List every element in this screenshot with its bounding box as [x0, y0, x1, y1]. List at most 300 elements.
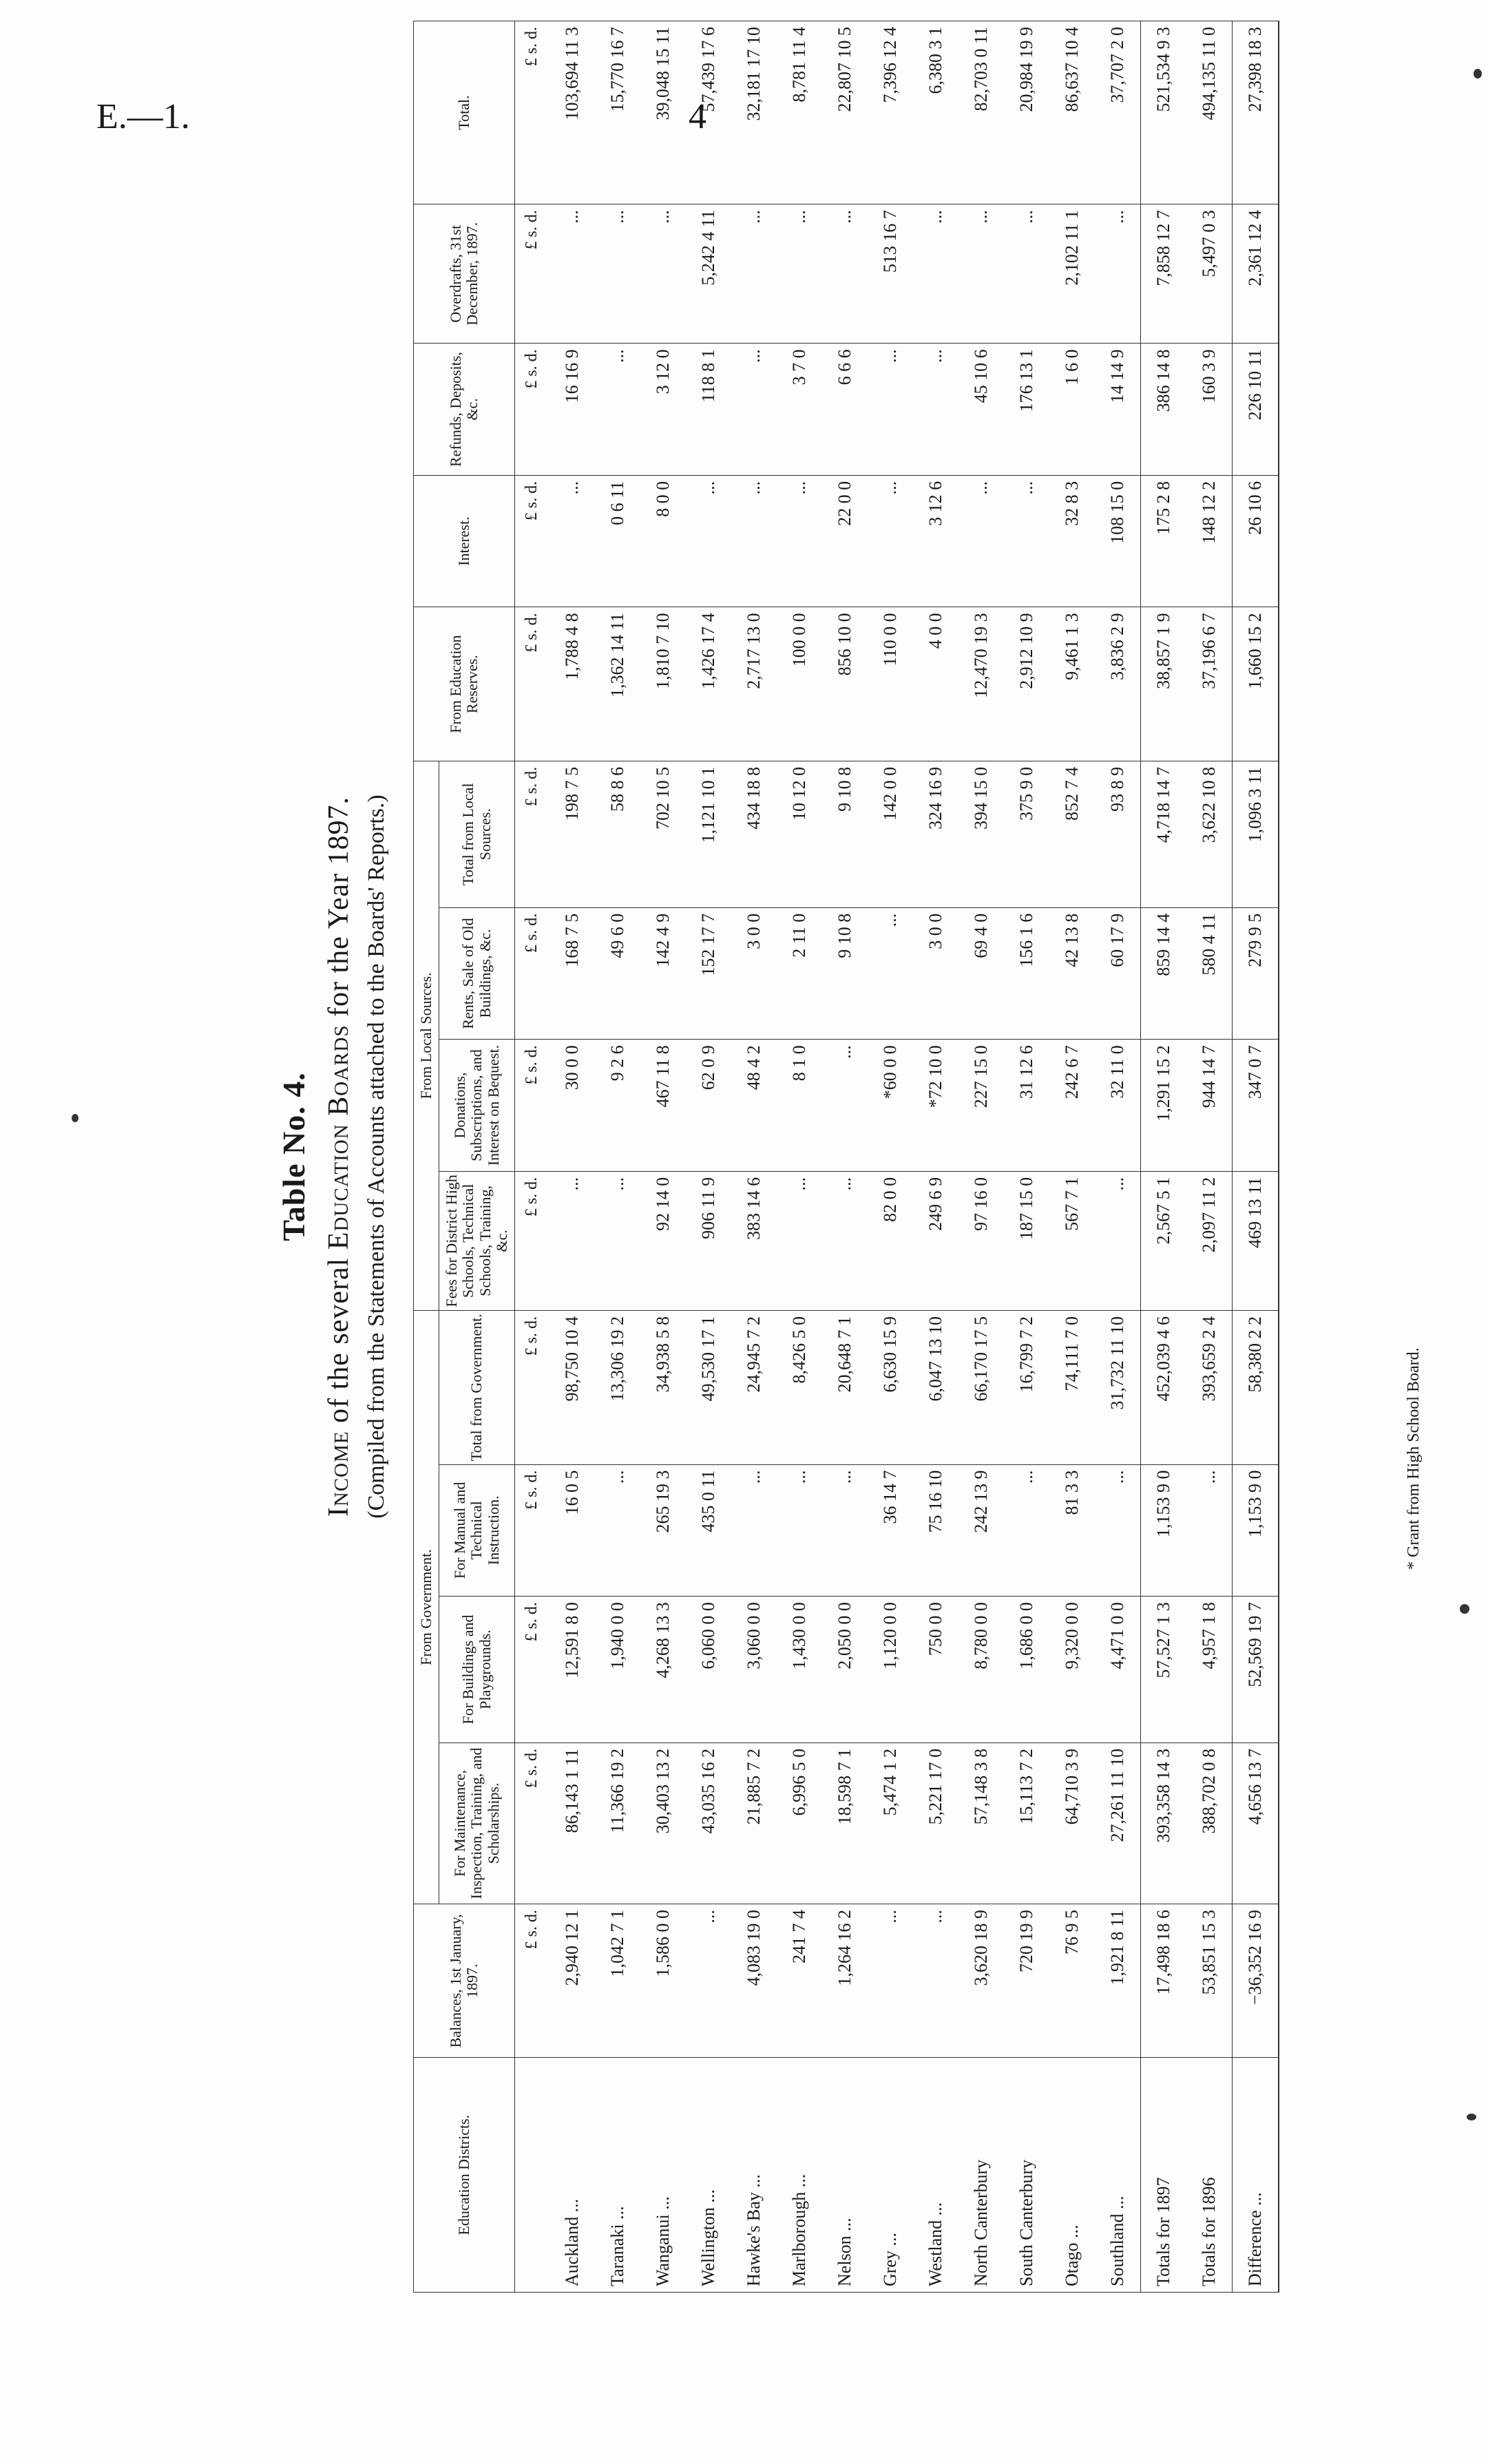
- amount-cell: 16,799 7 2: [1004, 1311, 1049, 1465]
- amount-cell: 4,268 13 3: [640, 1597, 686, 1743]
- amount-cell: 6,047 13 10: [913, 1311, 958, 1465]
- amount-cell: 30,403 13 2: [640, 1742, 686, 1904]
- amount-cell: 93 8 9: [1095, 761, 1141, 907]
- amount-cell: 521,534 9 3: [1140, 21, 1186, 204]
- units-cell: £ s. d.: [514, 907, 549, 1040]
- table-row: [822, 21, 868, 2293]
- amount-cell: 4,083 19 0: [731, 1904, 777, 2058]
- table-row: [1095, 21, 1141, 2293]
- amount-cell: 110 0 0: [868, 607, 913, 761]
- district-name: Taranaki ...: [595, 2058, 640, 2293]
- amount-cell: 26 10 6: [1232, 475, 1279, 607]
- amount-cell: 43,035 16 2: [686, 1742, 731, 1904]
- table-row: [958, 21, 1004, 2293]
- amount-cell: 9 10 8: [822, 907, 868, 1040]
- amount-cell: 5,497 0 3: [1186, 204, 1233, 344]
- amount-cell: 9 2 6: [595, 1040, 640, 1172]
- amount-cell: 152 17 7: [686, 907, 731, 1040]
- amount-cell: ...: [868, 907, 913, 1040]
- district-name: Totals for 1896: [1186, 2058, 1233, 2293]
- amount-cell: 92 14 0: [640, 1171, 686, 1310]
- amount-cell: 3 0 0: [731, 907, 777, 1040]
- amount-cell: 10 12 0: [777, 761, 822, 907]
- table-subtitle: (Compiled from the Statements of Accounts attached to the Boards' Reports.): [364, 794, 389, 1519]
- amount-cell: ...: [731, 204, 777, 344]
- amount-cell: 9 10 8: [822, 761, 868, 907]
- amount-cell: 750 0 0: [913, 1597, 958, 1743]
- amount-cell: 66,170 17 5: [958, 1311, 1004, 1465]
- amount-cell: ...: [1186, 1464, 1233, 1597]
- amount-cell: 3,620 18 9: [958, 1904, 1004, 2058]
- amount-cell: 4,471 0 0: [1095, 1597, 1141, 1743]
- table-row: [686, 21, 731, 2293]
- district-name: Marlborough ...: [777, 2058, 822, 2293]
- amount-cell: 1,430 0 0: [777, 1597, 822, 1743]
- amount-cell: 6,380 3 1: [913, 21, 958, 204]
- amount-cell: 8,426 5 0: [777, 1311, 822, 1465]
- print-speck: [1474, 69, 1482, 78]
- amount-cell: 142 0 0: [868, 761, 913, 907]
- amount-cell: 226 10 11: [1232, 344, 1279, 476]
- amount-cell: 5,474 1 2: [868, 1742, 913, 1904]
- district-name: Nelson ...: [822, 2058, 868, 2293]
- amount-cell: 1,096 3 11: [1232, 761, 1279, 907]
- amount-cell: ...: [913, 1904, 958, 2058]
- amount-cell: 42 13 8: [1049, 907, 1095, 1040]
- district-name: Otago ...: [1049, 2058, 1095, 2293]
- amount-cell: 142 4 9: [640, 907, 686, 1040]
- amount-cell: ...: [686, 475, 731, 607]
- table-row: [1140, 21, 1186, 2293]
- amount-cell: *60 0 0: [868, 1040, 913, 1172]
- footnote: * Grant from High School Board.: [1405, 1347, 1423, 1570]
- col-overdrafts: Overdrafts, 31st December, 1897.: [414, 204, 515, 344]
- amount-cell: 1,362 14 11: [595, 607, 640, 761]
- amount-cell: 347 0 7: [1232, 1040, 1279, 1172]
- units-cell: £ s. d.: [514, 344, 549, 476]
- table-row: [868, 21, 913, 2293]
- amount-cell: 227 15 0: [958, 1040, 1004, 1172]
- amount-cell: 27,398 18 3: [1232, 21, 1279, 204]
- amount-cell: 2,717 13 0: [731, 607, 777, 761]
- units-cell: £ s. d.: [514, 1311, 549, 1465]
- col-rents: Rents, Sale of Old Buildings, &c.: [439, 907, 515, 1040]
- amount-cell: 82,703 0 11: [958, 21, 1004, 204]
- district-name: Wanganui ...: [640, 2058, 686, 2293]
- amount-cell: ...: [913, 344, 958, 476]
- col-total: Total.: [414, 21, 515, 204]
- table-row: [549, 21, 595, 2293]
- district-name: North Canterbury: [958, 2058, 1004, 2293]
- amount-cell: ...: [822, 1040, 868, 1172]
- amount-cell: 4,656 13 7: [1232, 1742, 1279, 1904]
- col-fees: Fees for District High Schools, Technical Schools, Training, &c.: [439, 1171, 515, 1310]
- amount-cell: 53,851 15 3: [1186, 1904, 1233, 2058]
- units-cell: £ s. d.: [514, 204, 549, 344]
- amount-cell: 2,940 12 1: [549, 1904, 595, 2058]
- title-part-year: for the Year 1897.: [323, 796, 355, 1025]
- amount-cell: 82 0 0: [868, 1171, 913, 1310]
- amount-cell: 15,113 7 2: [1004, 1742, 1049, 1904]
- amount-cell: ...: [1095, 1171, 1141, 1310]
- amount-cell: 17,498 18 6: [1140, 1904, 1186, 2058]
- amount-cell: 148 12 2: [1186, 475, 1233, 607]
- amount-cell: ...: [777, 1171, 822, 1310]
- amount-cell: 108 15 0: [1095, 475, 1141, 607]
- col-donations: Donations, Subscriptions, and Interest on Bequest.: [439, 1040, 515, 1172]
- amount-cell: 76 9 5: [1049, 1904, 1095, 2058]
- units-cell-empty: [514, 2058, 549, 2293]
- units-cell: £ s. d.: [514, 475, 549, 607]
- amount-cell: 567 7 1: [1049, 1171, 1095, 1310]
- amount-cell: 60 17 9: [1095, 907, 1141, 1040]
- amount-cell: 3 7 0: [777, 344, 822, 476]
- units-row: [514, 21, 549, 2293]
- amount-cell: 6,996 5 0: [777, 1742, 822, 1904]
- units-cell: £ s. d.: [514, 607, 549, 761]
- units-cell: £ s. d.: [514, 1040, 549, 1172]
- amount-cell: 1,264 16 2: [822, 1904, 868, 2058]
- amount-cell: ...: [822, 1171, 868, 1310]
- units-cell: £ s. d.: [514, 1597, 549, 1743]
- amount-cell: −36,352 16 9: [1232, 1904, 1279, 2058]
- amount-cell: 69 4 0: [958, 907, 1004, 1040]
- amount-cell: 8 1 0: [777, 1040, 822, 1172]
- amount-cell: 852 7 4: [1049, 761, 1095, 907]
- amount-cell: 57,527 1 3: [1140, 1597, 1186, 1743]
- title-part-of: of the several: [323, 1250, 355, 1431]
- amount-cell: *72 10 0: [913, 1040, 958, 1172]
- amount-cell: 6,060 0 0: [686, 1597, 731, 1743]
- amount-cell: 2,912 10 9: [1004, 607, 1049, 761]
- amount-cell: 86,637 10 4: [1049, 21, 1095, 204]
- amount-cell: 1,153 9 0: [1140, 1464, 1186, 1597]
- col-districts: Education Districts.: [414, 2058, 515, 2293]
- district-name: Southland ...: [1095, 2058, 1141, 2293]
- print-speck: [72, 1114, 78, 1122]
- amount-cell: 435 0 11: [686, 1464, 731, 1597]
- amount-cell: 74,111 7 0: [1049, 1311, 1095, 1465]
- amount-cell: 3 12 0: [640, 344, 686, 476]
- amount-cell: 1,120 0 0: [868, 1597, 913, 1743]
- amount-cell: 702 10 5: [640, 761, 686, 907]
- amount-cell: 906 11 9: [686, 1171, 731, 1310]
- amount-cell: ...: [868, 344, 913, 476]
- amount-cell: 434 18 8: [731, 761, 777, 907]
- amount-cell: 4,718 14 7: [1140, 761, 1186, 907]
- amount-cell: 20,984 19 9: [1004, 21, 1049, 204]
- table-row: [913, 21, 958, 2293]
- amount-cell: 39,048 15 11: [640, 21, 686, 204]
- amount-cell: ...: [595, 204, 640, 344]
- print-speck: [1460, 1604, 1469, 1614]
- amount-cell: 27,261 11 10: [1095, 1742, 1141, 1904]
- amount-cell: 58 8 6: [595, 761, 640, 907]
- amount-cell: 21,885 7 2: [731, 1742, 777, 1904]
- amount-cell: 3 0 0: [913, 907, 958, 1040]
- amount-cell: 2,102 11 1: [1049, 204, 1095, 344]
- amount-cell: 383 14 6: [731, 1171, 777, 1310]
- print-speck: [1467, 2114, 1476, 2120]
- amount-cell: 6 6 6: [822, 344, 868, 476]
- amount-cell: 388,702 0 8: [1186, 1742, 1233, 1904]
- rotated-table-area: [275, 21, 1487, 2293]
- district-name: Wellington ...: [686, 2058, 731, 2293]
- amount-cell: 32 8 3: [1049, 475, 1095, 607]
- amount-cell: 16 16 9: [549, 344, 595, 476]
- amount-cell: 8 0 0: [640, 475, 686, 607]
- col-maintenance: For Maintenance, Inspection, Training, and Scholarships.: [439, 1742, 515, 1904]
- amount-cell: 15,770 16 7: [595, 21, 640, 204]
- amount-cell: 81 3 3: [1049, 1464, 1095, 1597]
- amount-cell: 176 13 1: [1004, 344, 1049, 476]
- amount-cell: ...: [868, 1904, 913, 2058]
- amount-cell: ...: [549, 475, 595, 607]
- district-name: Difference ...: [1232, 2058, 1279, 2293]
- table-row: [1004, 21, 1049, 2293]
- district-name: Grey ...: [868, 2058, 913, 2293]
- amount-cell: 97 16 0: [958, 1171, 1004, 1310]
- amount-cell: 52,569 19 7: [1232, 1597, 1279, 1743]
- amount-cell: 467 11 8: [640, 1040, 686, 1172]
- amount-cell: 31 12 6: [1004, 1040, 1049, 1172]
- amount-cell: ...: [958, 475, 1004, 607]
- amount-cell: ...: [549, 1171, 595, 1310]
- amount-cell: 3,622 10 8: [1186, 761, 1233, 907]
- page-number: 4: [689, 97, 706, 136]
- amount-cell: 2,567 5 1: [1140, 1171, 1186, 1310]
- amount-cell: ...: [1095, 1464, 1141, 1597]
- title-part-income: Income: [323, 1431, 355, 1517]
- amount-cell: ...: [913, 204, 958, 344]
- col-balances: Balances, 1st January, 1897.: [414, 1904, 515, 2058]
- amount-cell: 37,196 6 7: [1186, 607, 1233, 761]
- amount-cell: 1,686 0 0: [1004, 1597, 1049, 1743]
- amount-cell: 393,659 2 4: [1186, 1311, 1233, 1465]
- amount-cell: 5,242 4 11: [686, 204, 731, 344]
- amount-cell: 156 1 6: [1004, 907, 1049, 1040]
- units-cell: £ s. d.: [514, 1742, 549, 1904]
- amount-cell: 2,050 0 0: [822, 1597, 868, 1743]
- col-buildings: For Buildings and Playgrounds.: [439, 1597, 515, 1743]
- amount-cell: ...: [686, 1904, 731, 2058]
- amount-cell: 1 6 0: [1049, 344, 1095, 476]
- income-table: [413, 21, 1279, 2293]
- amount-cell: 62 0 9: [686, 1040, 731, 1172]
- units-cell: £ s. d.: [514, 1904, 549, 2058]
- table-row: [1232, 21, 1279, 2293]
- amount-cell: 22 0 0: [822, 475, 868, 607]
- district-name: Westland ...: [913, 2058, 958, 2293]
- amount-cell: 1,788 4 8: [549, 607, 595, 761]
- amount-cell: 324 16 9: [913, 761, 958, 907]
- amount-cell: 34,938 5 8: [640, 1311, 686, 1465]
- table-number: Table No. 4.: [276, 1072, 311, 1241]
- amount-cell: 57,148 3 8: [958, 1742, 1004, 1904]
- amount-cell: 2 11 0: [777, 907, 822, 1040]
- amount-cell: 4,957 1 8: [1186, 1597, 1233, 1743]
- amount-cell: 11,366 19 2: [595, 1742, 640, 1904]
- amount-cell: ...: [822, 1464, 868, 1597]
- col-total-government: Total from Government.: [439, 1311, 515, 1465]
- table-row: [595, 21, 640, 2293]
- col-total-local: Total from Local Sources.: [439, 761, 515, 907]
- amount-cell: 45 10 6: [958, 344, 1004, 476]
- amount-cell: 393,358 14 3: [1140, 1742, 1186, 1904]
- amount-cell: 241 7 4: [777, 1904, 822, 2058]
- amount-cell: 859 14 4: [1140, 907, 1186, 1040]
- amount-cell: 1,810 7 10: [640, 607, 686, 761]
- col-interest: Interest.: [414, 475, 515, 607]
- table-row: [1049, 21, 1095, 2293]
- amount-cell: 14 14 9: [1095, 344, 1141, 476]
- amount-cell: ...: [1095, 204, 1141, 344]
- amount-cell: 386 14 8: [1140, 344, 1186, 476]
- amount-cell: 30 0 0: [549, 1040, 595, 1172]
- amount-cell: 856 10 0: [822, 607, 868, 761]
- units-cell: £ s. d.: [514, 1464, 549, 1597]
- amount-cell: 168 7 5: [549, 907, 595, 1040]
- amount-cell: 12,470 19 3: [958, 607, 1004, 761]
- amount-cell: 198 7 5: [549, 761, 595, 907]
- amount-cell: 513 16 7: [868, 204, 913, 344]
- amount-cell: 1,426 17 4: [686, 607, 731, 761]
- amount-cell: 64,710 3 9: [1049, 1742, 1095, 1904]
- amount-cell: 9,320 0 0: [1049, 1597, 1095, 1743]
- col-manual: For Manual and Technical Instruction.: [439, 1464, 515, 1597]
- district-name: Totals for 1897: [1140, 2058, 1186, 2293]
- amount-cell: 4 0 0: [913, 607, 958, 761]
- amount-cell: 18,598 7 1: [822, 1742, 868, 1904]
- amount-cell: 13,306 19 2: [595, 1311, 640, 1465]
- amount-cell: 48 4 2: [731, 1040, 777, 1172]
- amount-cell: 279 9 5: [1232, 907, 1279, 1040]
- amount-cell: 944 14 7: [1186, 1040, 1233, 1172]
- amount-cell: 49 6 0: [595, 907, 640, 1040]
- amount-cell: 8,780 0 0: [958, 1597, 1004, 1743]
- amount-cell: 3 12 6: [913, 475, 958, 607]
- amount-cell: 98,750 10 4: [549, 1311, 595, 1465]
- amount-cell: ...: [777, 1464, 822, 1597]
- amount-cell: 6,630 15 9: [868, 1311, 913, 1465]
- table-title: [322, 21, 355, 2293]
- amount-cell: 720 19 9: [1004, 1904, 1049, 2058]
- amount-cell: 12,591 8 0: [549, 1597, 595, 1743]
- amount-cell: ...: [822, 204, 868, 344]
- amount-cell: 1,042 7 1: [595, 1904, 640, 2058]
- amount-cell: 580 4 11: [1186, 907, 1233, 1040]
- amount-cell: 57,439 17 6: [686, 21, 731, 204]
- district-name: Auckland ...: [549, 2058, 595, 2293]
- amount-cell: ...: [731, 475, 777, 607]
- table-row: [1186, 21, 1233, 2293]
- amount-cell: 32,181 17 10: [731, 21, 777, 204]
- table-row: [640, 21, 686, 2293]
- amount-cell: 75 16 10: [913, 1464, 958, 1597]
- amount-cell: 37,707 2 0: [1095, 21, 1141, 204]
- amount-cell: ...: [868, 475, 913, 607]
- amount-cell: ...: [777, 475, 822, 607]
- amount-cell: ...: [595, 344, 640, 476]
- amount-cell: 2,097 11 2: [1186, 1171, 1233, 1310]
- amount-cell: 160 3 9: [1186, 344, 1233, 476]
- amount-cell: 3,836 2 9: [1095, 607, 1141, 761]
- table-row: [731, 21, 777, 2293]
- amount-cell: 49,530 17 1: [686, 1311, 731, 1465]
- title-part-boards: Education Boards: [323, 1024, 355, 1250]
- amount-cell: 9,461 1 3: [1049, 607, 1095, 761]
- units-cell: £ s. d.: [514, 1171, 549, 1310]
- amount-cell: 1,121 10 1: [686, 761, 731, 907]
- amount-cell: 1,660 15 2: [1232, 607, 1279, 761]
- amount-cell: 1,153 9 0: [1232, 1464, 1279, 1597]
- amount-cell: 16 0 5: [549, 1464, 595, 1597]
- table-row: [777, 21, 822, 2293]
- amount-cell: 452,039 4 6: [1140, 1311, 1186, 1465]
- amount-cell: ...: [1004, 204, 1049, 344]
- amount-cell: 24,945 7 2: [731, 1311, 777, 1465]
- district-name: Hawke's Bay ...: [731, 2058, 777, 2293]
- amount-cell: ...: [731, 1464, 777, 1597]
- amount-cell: 38,857 1 9: [1140, 607, 1186, 761]
- page-header-left: E.—1.: [96, 97, 190, 136]
- amount-cell: 375 9 0: [1004, 761, 1049, 907]
- amount-cell: 1,921 8 11: [1095, 1904, 1141, 2058]
- amount-cell: 3,060 0 0: [731, 1597, 777, 1743]
- amount-cell: 249 6 9: [913, 1171, 958, 1310]
- amount-cell: 58,380 2 2: [1232, 1311, 1279, 1465]
- amount-cell: ...: [1004, 1464, 1049, 1597]
- amount-cell: ...: [1004, 475, 1049, 607]
- amount-cell: ...: [958, 204, 1004, 344]
- units-cell: £ s. d.: [514, 21, 549, 204]
- amount-cell: 1,291 15 2: [1140, 1040, 1186, 1172]
- table-body: [514, 21, 1279, 2293]
- amount-cell: 118 8 1: [686, 344, 731, 476]
- amount-cell: 100 0 0: [777, 607, 822, 761]
- amount-cell: 1,940 0 0: [595, 1597, 640, 1743]
- amount-cell: ...: [595, 1171, 640, 1310]
- amount-cell: ...: [777, 204, 822, 344]
- group-from-government: From Government.: [414, 1311, 439, 1904]
- col-reserves: From Education Reserves.: [414, 607, 515, 761]
- amount-cell: 469 13 11: [1232, 1171, 1279, 1310]
- amount-cell: 31,732 11 10: [1095, 1311, 1141, 1465]
- amount-cell: 22,807 10 5: [822, 21, 868, 204]
- amount-cell: 242 6 7: [1049, 1040, 1095, 1172]
- amount-cell: 494,135 11 0: [1186, 21, 1233, 204]
- amount-cell: 86,143 1 11: [549, 1742, 595, 1904]
- amount-cell: 103,694 11 3: [549, 21, 595, 204]
- amount-cell: 2,361 12 4: [1232, 204, 1279, 344]
- amount-cell: 32 11 0: [1095, 1040, 1141, 1172]
- amount-cell: 20,648 7 1: [822, 1311, 868, 1465]
- amount-cell: 394 15 0: [958, 761, 1004, 907]
- amount-cell: ...: [731, 344, 777, 476]
- group-from-local: From Local Sources.: [414, 761, 439, 1310]
- amount-cell: ...: [549, 204, 595, 344]
- amount-cell: 8,781 11 4: [777, 21, 822, 204]
- amount-cell: ...: [640, 204, 686, 344]
- amount-cell: 242 13 9: [958, 1464, 1004, 1597]
- amount-cell: 7,858 12 7: [1140, 204, 1186, 344]
- amount-cell: 187 15 0: [1004, 1171, 1049, 1310]
- amount-cell: 5,221 17 0: [913, 1742, 958, 1904]
- amount-cell: 36 14 7: [868, 1464, 913, 1597]
- amount-cell: 0 6 11: [595, 475, 640, 607]
- amount-cell: 175 2 8: [1140, 475, 1186, 607]
- amount-cell: 265 19 3: [640, 1464, 686, 1597]
